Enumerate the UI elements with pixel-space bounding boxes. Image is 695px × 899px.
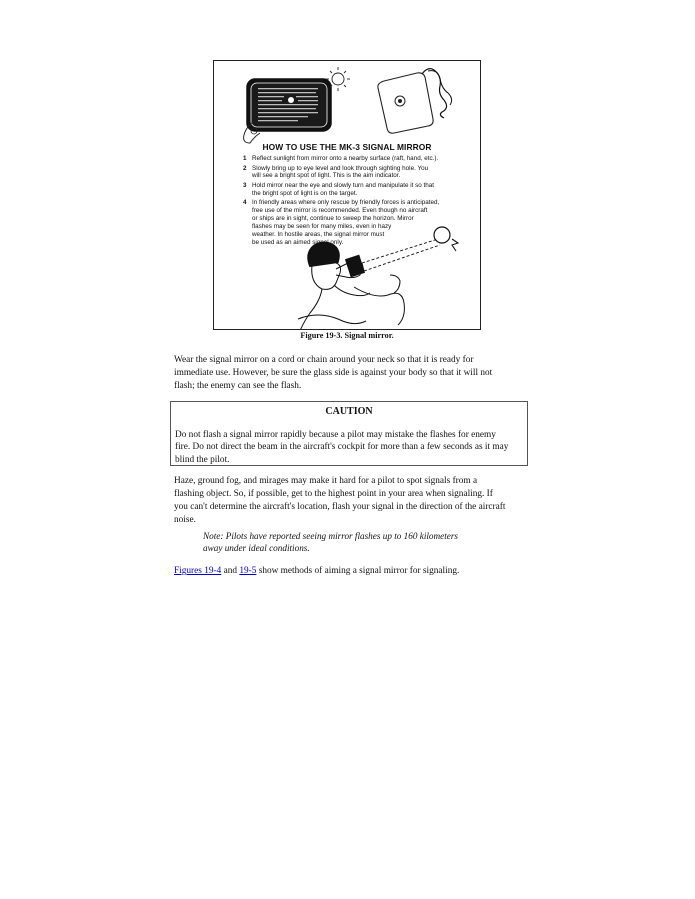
step-number: 1 (243, 155, 247, 162)
figures-reference-line (174, 566, 459, 576)
step-text: Slowly bring up to eye level and look through sighting hole. You will see a bright spot of light. This is the aim indicator. (252, 164, 429, 180)
step-text: In friendly areas where only rescue by friendly forces is anticipated, free use of the mirror is recommended. Even though no aircraft or ships are in sight, continue to sweep the horizon. Mirror flashes may be seen for many miles, even in hazy weather. In hostile areas, the signal mirror must be used as an aimed signal only. (252, 199, 440, 246)
mirror-back-illustration (378, 69, 452, 133)
paragraph-haze: Haze, ground fog, and mirages may make it hard for a pilot to spot signals from a flashing object. So, if possible, get to the highest point in your area when signaling. If you can't determine the aircraft's location, flash your signal in the direction of the aircraft noise. (174, 476, 506, 526)
figure-steps-list (243, 155, 465, 248)
step-text: Hold mirror near the eye and slowly turn and manipulate it so that the bright spot of light is on the target. (252, 181, 435, 197)
signal-mirror-figure (213, 60, 481, 330)
paragraph-wear-mirror: Wear the signal mirror on a cord or chain around your neck so that it is ready for immediate use. However, be sure the glass side is against your body so that it will not flash; the enemy can see the flash. (174, 355, 493, 392)
figure-step (243, 165, 465, 181)
caution-box (170, 401, 528, 466)
step-number: 4 (243, 199, 247, 207)
step-number: 2 (243, 164, 247, 172)
figure-caption: Figure 19-3. Signal mirror. (300, 331, 394, 340)
figure-step (243, 199, 465, 246)
link-separator-text: and (221, 566, 240, 576)
caution-body: Do not flash a signal mirror rapidly because a pilot may mistake the flashes for enemy fire. Do not direct the beam in the aircraft's cockpit for more than a few seconds as it may blind the pilot. (175, 430, 509, 465)
step-number: 3 (243, 181, 247, 189)
figure-title: HOW TO USE THE MK-3 SIGNAL MIRROR (262, 142, 432, 152)
figures-19-4-link[interactable]: Figures 19-4 (174, 566, 222, 576)
link-tail-text: show methods of aiming a signal mirror for signaling. (256, 566, 460, 576)
figure-step (243, 155, 465, 163)
note-text: Note: Pilots have reported seeing mirror flashes up to 160 kilometers away under ideal conditions. (203, 531, 459, 554)
mirror-front-illustration (244, 79, 331, 143)
figure-19-5-link[interactable]: 19-5 (239, 566, 257, 576)
figure-step (243, 182, 465, 198)
step-text: Reflect sunlight from mirror onto a nearby surface (raft, hand, etc.). (252, 155, 439, 162)
caution-title: CAUTION (325, 406, 373, 417)
